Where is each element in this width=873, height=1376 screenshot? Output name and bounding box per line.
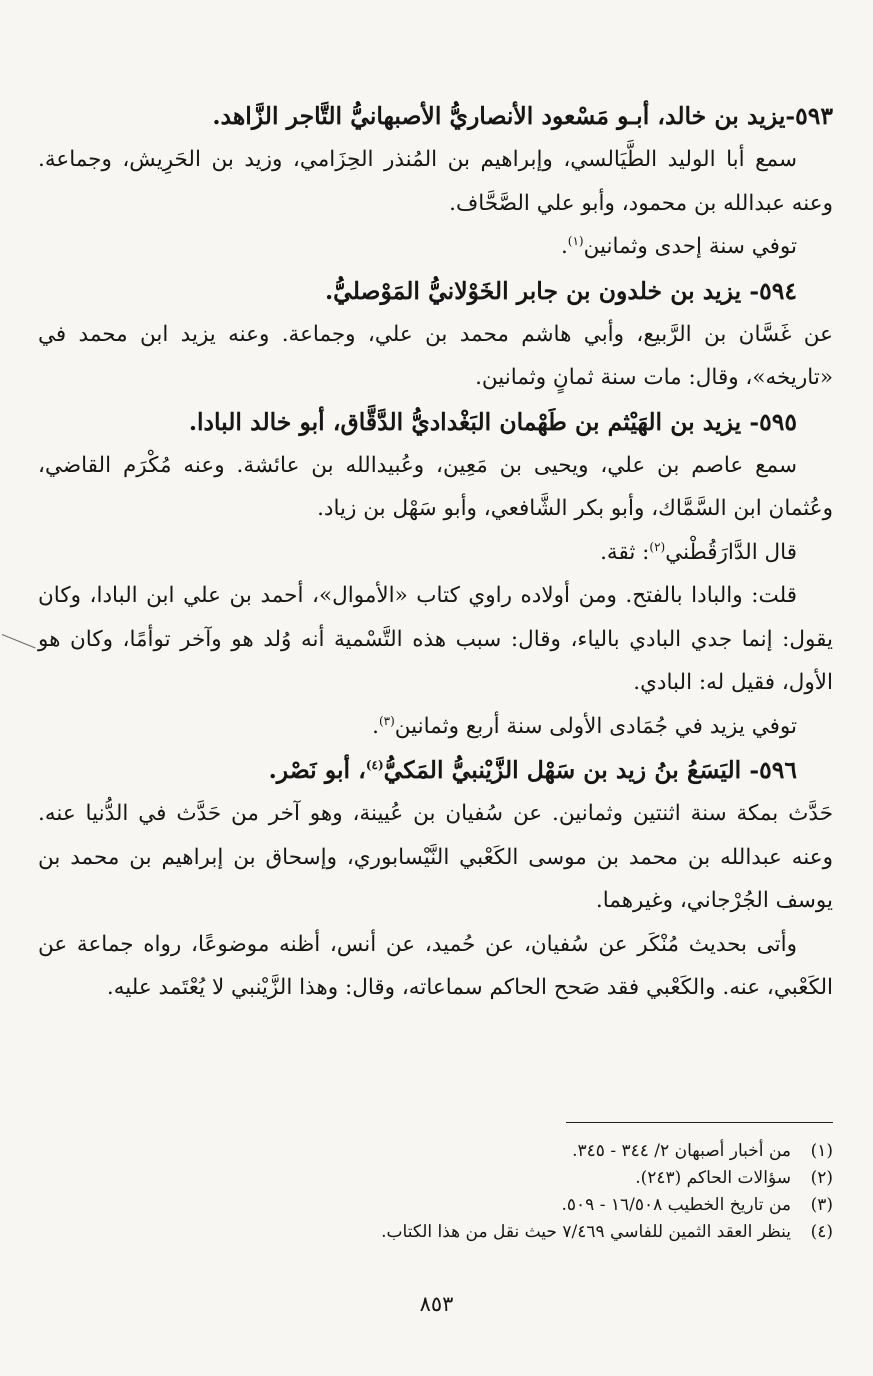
footnote-text: من أخبار أصبهان ٢/ ٣٤٤ - ٣٤٥. bbox=[572, 1141, 791, 1161]
entry-title: ٥٩٦- اليَسَعُ بنُ زيد بن سَهْل الزَّيْنبيُّ المَكيُّ$^{(٤)}$، أبو نَصْر. bbox=[268, 756, 797, 784]
entry-title: ٥٩٤- يزيد بن خلدون بن جابر الخَوْلانيُّ المَوْصليُّ. bbox=[324, 276, 797, 305]
paragraph: توفي يزيد في جُمَادى الأولى سنة أربع وثمانين$^{(٣)}$. bbox=[372, 713, 797, 739]
footnotes bbox=[38, 1138, 833, 1246]
footnote bbox=[38, 1219, 833, 1246]
paragraph: قال الدَّارَقُطْني$^{(٢)}$: ثقة. bbox=[600, 539, 797, 565]
footnote-ref: (٣) bbox=[378, 713, 395, 728]
footnote-separator bbox=[566, 1122, 833, 1123]
paragraph: وأتى بحديث مُنْكَر عن سُفيان، عن حُميد، عن أنس، أظنه موضوعًا، رواه جماعة عن الكَعْبي، عنه. والكَعْبي فقد صَحح الحاكم سماعاته، وقال: وهذا الزَّيْنبي لا يُعْتَمد عليه. bbox=[38, 931, 833, 1000]
footnote-ref: (٢) bbox=[649, 539, 666, 554]
page-number: ٨٥٣ bbox=[419, 1292, 454, 1316]
entry-title: ٥٩٣-يزيد بن خالد، أبـو مَسْعود الأنصاريُّ الأصبهانيُّ التَّاجر الزَّاهد. bbox=[212, 102, 833, 130]
paragraph: سمع أبا الوليد الطَّيَالسي، وإبراهيم بن المُنذر الحِزَامي، وزيد بن الحَرِيش، وجماعة. وعنه عبدالله بن محمود، وأبو علي الصَّحَّاف. bbox=[38, 147, 833, 216]
footnote-text: سؤالات الحاكم (٢٤٣). bbox=[635, 1168, 791, 1188]
margin-mark bbox=[2, 634, 36, 648]
footnote-text: من تاريخ الخطيب ١٦/٥٠٨ - ٥٠٩. bbox=[561, 1195, 791, 1215]
paragraph: توفي سنة إحدى وثمانين$^{(١)}$. bbox=[560, 233, 797, 259]
paragraph: حَدَّث بمكة سنة اثنتين وثمانين. عن سُفيان بن عُيينة، وهو آخر من حَدَّث في الدُّنيا عنه. وعنه عبدالله بن محمد بن موسى الكَعْبي النَّيْسابوري، وإسحاق بن إبراهيم بن محمد بن يوسف الجُرْجاني، وغيرهما. bbox=[38, 801, 833, 913]
footnote bbox=[38, 1192, 833, 1219]
paragraph: سمع عاصم بن علي، ويحيى بن مَعِين، وعُبيدالله بن عائشة. وعنه مُكْرَم القاضي، وعُثمان ابن السَّمَّاك، وأبو بكر الشَّافعي، وأبو سَهْل بن زياد. bbox=[38, 452, 833, 521]
footnote bbox=[38, 1138, 833, 1165]
entry-title: ٥٩٥- يزيد بن الهَيْثم بن طَهْمان البَغْداديُّ الدَّقَّاق، أبو خالد البادا. bbox=[188, 407, 797, 436]
paragraph: عن غَسَّان بن الرَّبيع، وأبي هاشم محمد بن علي، وجماعة. وعنه يزيد ابن محمد في «تاريخه»، وقال: مات سنة ثمانٍ وثمانين. bbox=[38, 321, 833, 390]
footnote-number: (١) bbox=[810, 1141, 833, 1161]
footnote-number: (٢) bbox=[810, 1168, 833, 1188]
footnote-number: (٣) bbox=[810, 1195, 833, 1215]
footnote-ref: (١) bbox=[567, 233, 584, 248]
paragraph: قلت: والبادا بالفتح. ومن أولاده راوي كتاب «الأموال»، أحمد بن علي ابن البادا، وكان يقول: إنما جدي البادي بالياء، وقال: سبب هذه التَّسْمية أنه وُلد هو وآخر توأمًا، وكان هو الأول، فقيل له: البادي. bbox=[38, 583, 833, 695]
main-text bbox=[38, 94, 833, 1010]
footnote-text: ينظر العقد الثمين للفاسي ٧/٤٦٩ حيث نقل من هذا الكتاب. bbox=[381, 1222, 791, 1242]
footnote bbox=[38, 1165, 833, 1192]
footnote-number: (٤) bbox=[810, 1222, 833, 1242]
footnote-ref: (٤) bbox=[365, 758, 384, 773]
